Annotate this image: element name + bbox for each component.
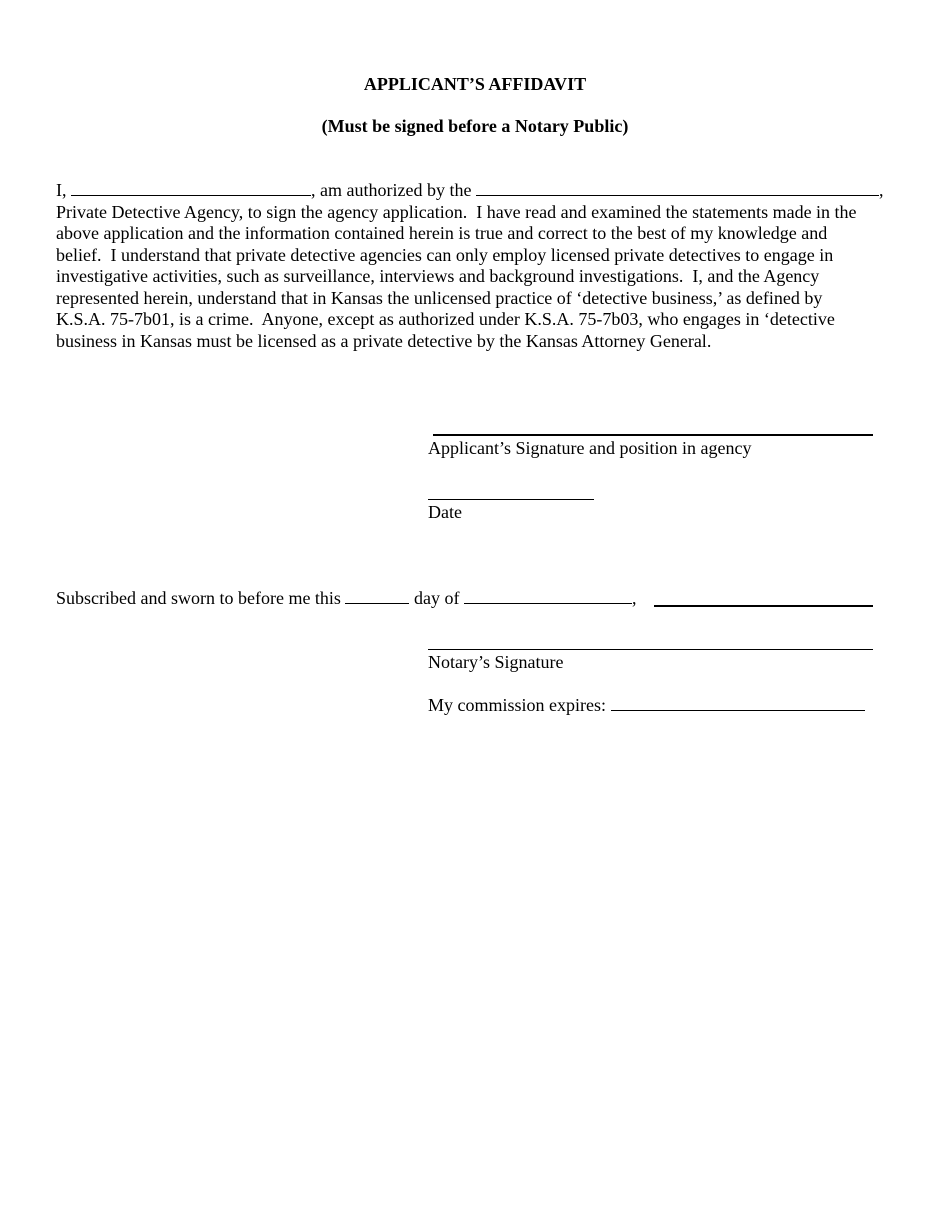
notary-signature-line[interactable]: [428, 649, 873, 650]
page-subtitle: (Must be signed before a Notary Public): [321, 116, 629, 136]
sworn-month-blank[interactable]: [464, 588, 632, 604]
commission-expires-blank[interactable]: [611, 695, 865, 711]
affidavit-line-6: represented herein, understand that in Kansas the unlicensed practice of ‘detective business,’ as defined by: [56, 287, 823, 308]
affidavit-line-7: K.S.A. 75-7b01, is a crime. Anyone, except as authorized under K.S.A. 75-7b03, who engages in ‘detective: [56, 309, 835, 329]
sworn-year-line[interactable]: [654, 605, 873, 607]
affidavit-line-2: Private Detective Agency, to sign the agency application. I have read and examined the statements made in the: [56, 201, 857, 222]
notary-signature-label: Notary’s Signature: [428, 652, 564, 672]
affidavit-line-4: belief. I understand that private detective agencies can only employ licensed private detectives to engage in: [56, 244, 834, 265]
affidavit-paragraph: [56, 180, 892, 352]
sworn-day-blank[interactable]: [345, 588, 409, 604]
affidavit-line-8: business in Kansas must be licensed as a private detective by the Kansas Attorney General.: [56, 330, 712, 351]
applicant-signature-line[interactable]: [433, 434, 873, 436]
date-line[interactable]: [428, 499, 594, 500]
applicant-name-blank[interactable]: [71, 180, 311, 196]
applicant-signature-label: Applicant’s Signature and position in agency: [428, 438, 752, 458]
commission-expires: My commission expires:: [428, 695, 865, 716]
agency-name-blank[interactable]: [476, 180, 879, 196]
date-label: Date: [428, 502, 462, 522]
page-title: APPLICANT’S AFFIDAVIT: [363, 74, 587, 94]
sworn-statement: Subscribed and sworn to before me this day of ,: [56, 588, 641, 608]
affidavit-line-1: I, , am authorized by the ,: [56, 180, 884, 200]
affidavit-line-3: above application and the information contained herein is true and correct to the best of my knowledge and: [56, 223, 828, 243]
affidavit-line-5: investigative activities, such as surveillance, interviews and background investigations. I, and the Agency: [56, 266, 820, 286]
